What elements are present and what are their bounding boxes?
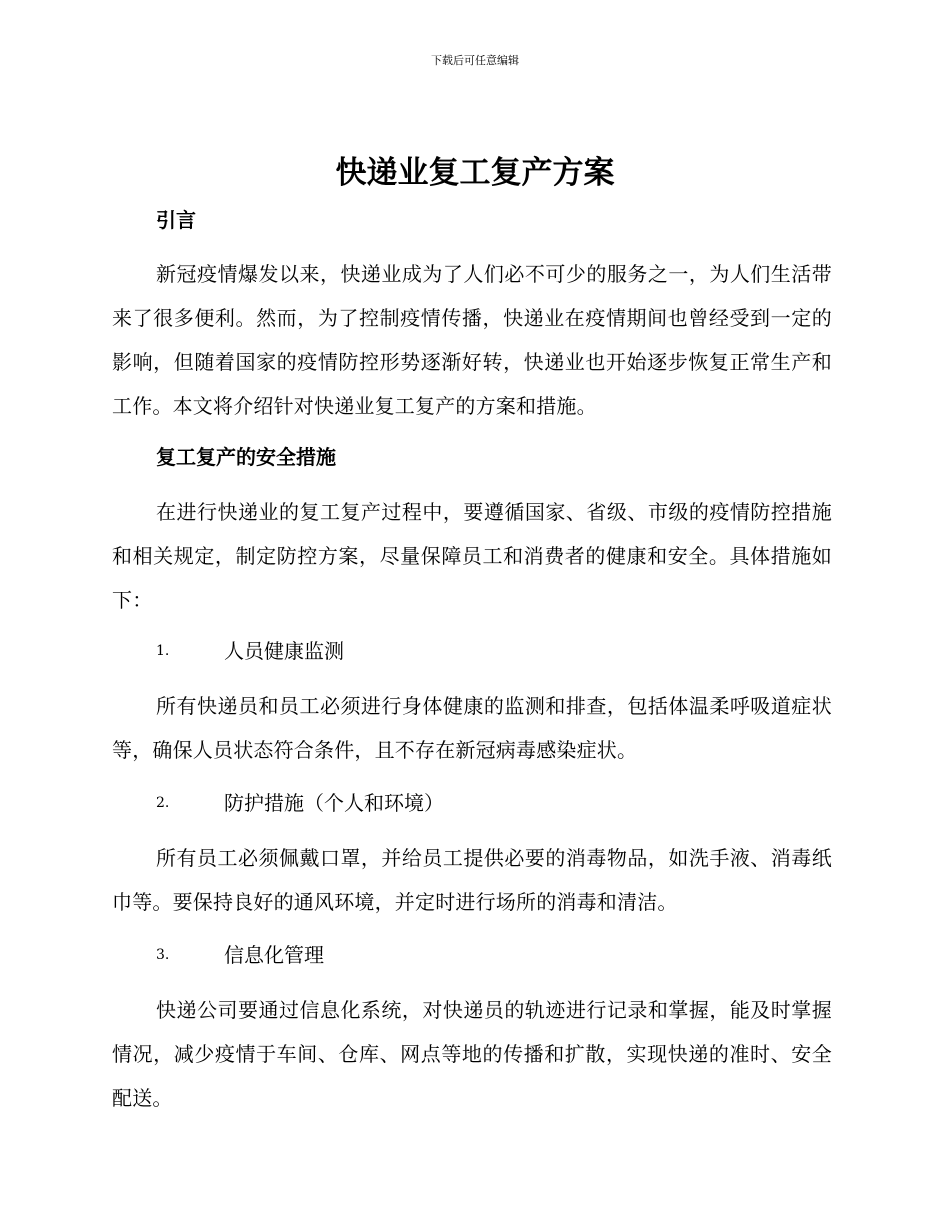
item-1-paragraph: 所有快递员和员工必须进行身体健康的监测和排查，包括体温柔呼吸道症状等，确保人员状态符合条件，且不存在新冠病毒感染症状。: [112, 694, 832, 762]
item-2-paragraph: 所有员工必须佩戴口罩，并给员工提供必要的消毒物品，如洗手液、消毒纸巾等。要保持良好的通风环境，并定时进行场所的消毒和清洁。: [112, 846, 832, 914]
page-header-note: 下载后可任意编辑: [431, 54, 519, 67]
list-label: 防护措施（个人和环境）: [224, 791, 444, 815]
list-item-2: [156, 788, 832, 818]
safety-paragraph: 在进行快递业的复工复产过程中，要遵循国家、省级、市级的疫情防控措施和相关规定，制定防控方案，尽量保障员工和消费者的健康和安全。具体措施如下：: [112, 500, 832, 612]
list-item-3: [156, 940, 832, 970]
list-number: 3.: [156, 947, 170, 963]
section-heading-intro: 引言: [156, 208, 196, 232]
item-3-paragraph: 快递公司要通过信息化系统，对快递员的轨迹进行记录和掌握，能及时掌握情况，减少疫情于车间、仓库、网点等地的传播和扩散，实现快递的准时、安全配送。: [112, 998, 832, 1110]
list-number: 2.: [156, 795, 170, 811]
list-label: 人员健康监测: [224, 639, 344, 663]
list-item-1: [156, 636, 832, 666]
section-heading-safety: 复工复产的安全措施: [156, 445, 336, 469]
document-title: 快递业复工复产方案: [335, 155, 615, 191]
intro-paragraph: 新冠疫情爆发以来，快递业成为了人们必不可少的服务之一，为人们生活带来了很多便利。然而，为了控制疫情传播，快递业在疫情期间也曾经受到一定的影响，但随着国家的疫情防控形势逐渐好转，快递业也开始逐步恢复正常生产和工作。本文将介绍针对快递业复工复产的方案和措施。: [112, 262, 832, 418]
list-number: 1.: [156, 643, 170, 659]
list-label: 信息化管理: [224, 943, 324, 967]
